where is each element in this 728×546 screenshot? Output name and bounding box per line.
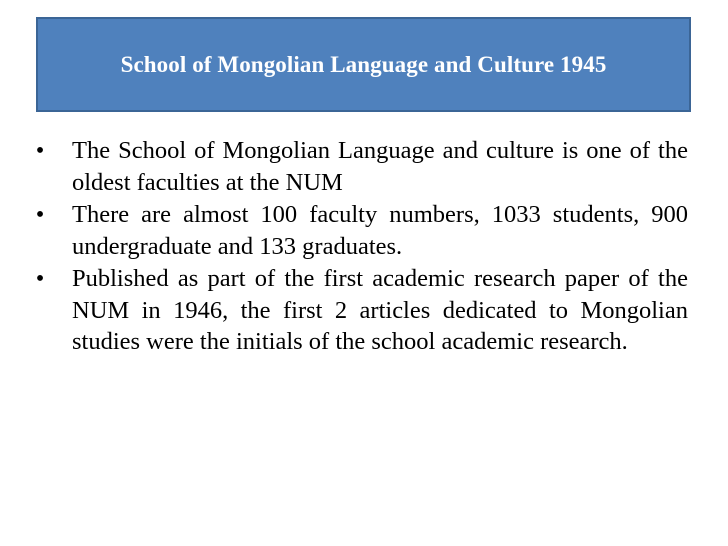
bullet-item: [28, 263, 688, 358]
bullet-text: Published as part of the first academic research paper of the NUM in 1946, the first 2 articles dedicated to Mongolian studies were the initials of the school academic research.: [72, 265, 688, 355]
bullet-item: [28, 135, 688, 198]
title-box: [36, 17, 691, 112]
bullet-dot-icon: •: [35, 265, 45, 292]
bullet-dot-icon: •: [35, 137, 45, 164]
slide-title: School of Mongolian Language and Culture 1945: [120, 51, 607, 77]
bullet-dot-icon: •: [35, 201, 45, 228]
bullet-item: [28, 199, 688, 262]
bullet-list: [28, 135, 688, 359]
bullet-text: There are almost 100 faculty numbers, 1033 students, 900 undergraduate and 133 graduates.: [72, 201, 688, 260]
bullet-text: The School of Mongolian Language and culture is one of the oldest faculties at the NUM: [72, 137, 688, 196]
